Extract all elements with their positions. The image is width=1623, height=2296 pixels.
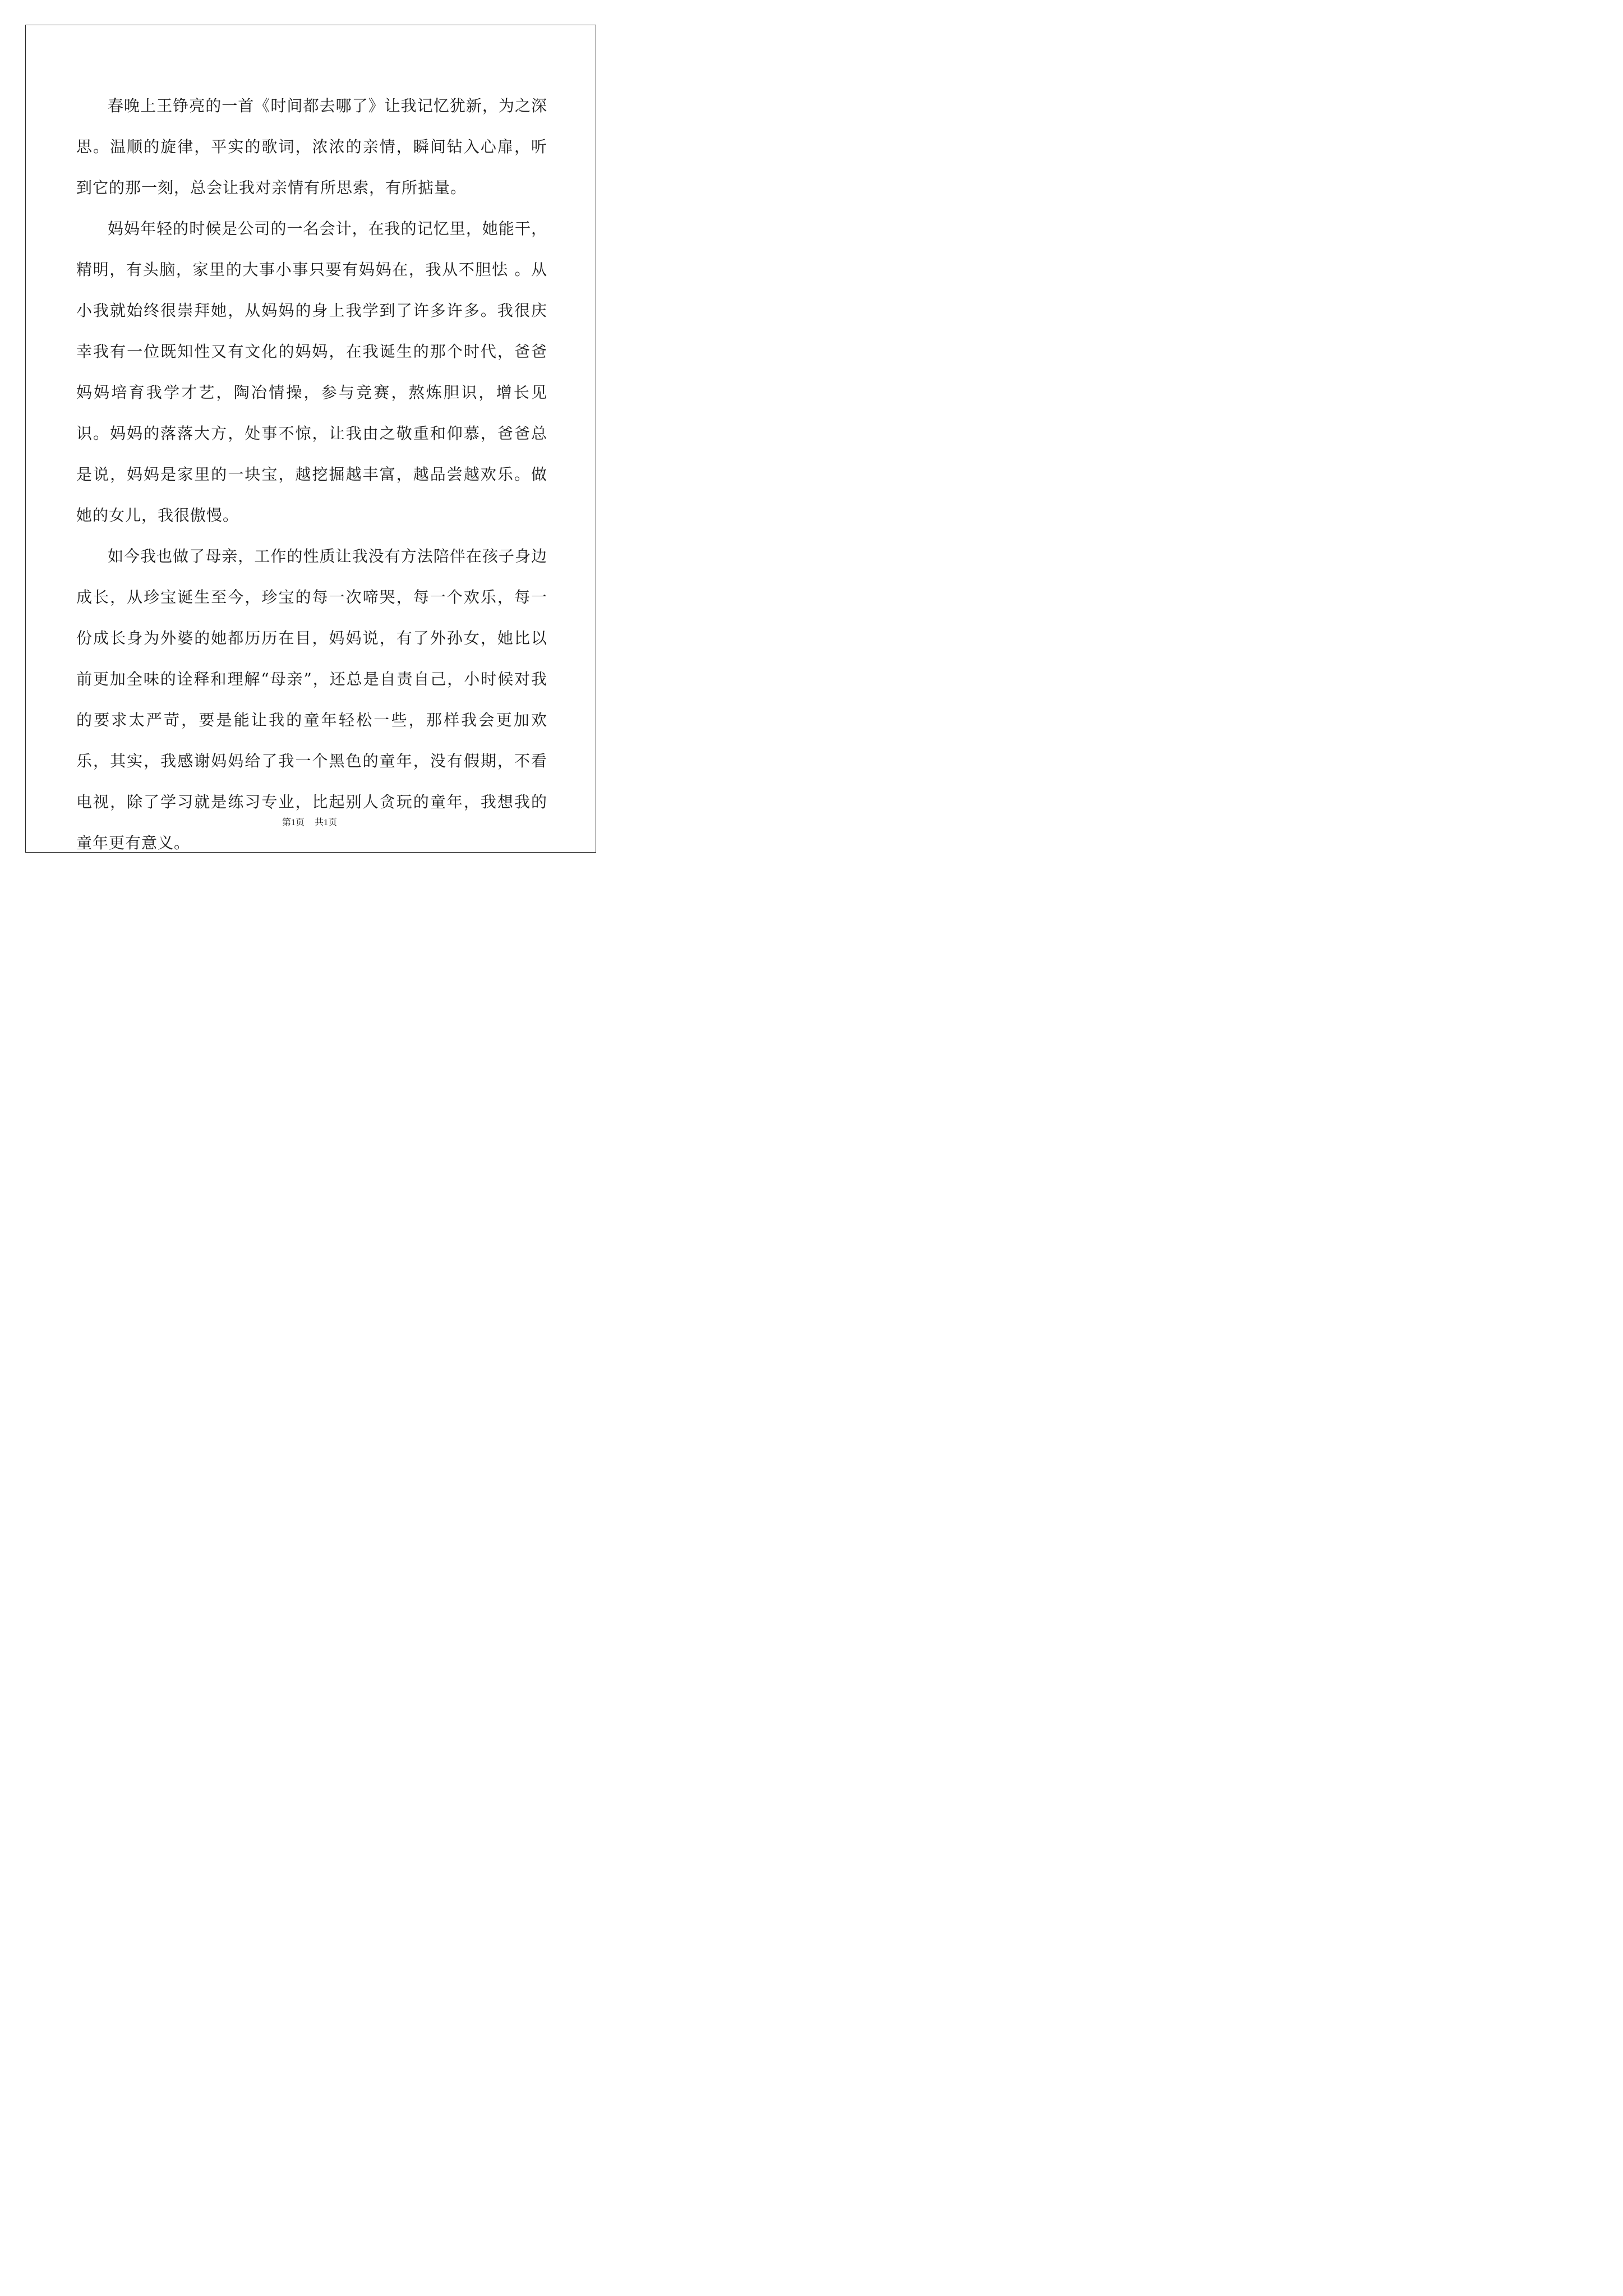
paragraph-2: 妈妈年轻的时候是公司的一名会计，在我的记忆里，她能干，精明，有头脑，家里的大事小事只要有妈妈在，我从不胆怯 。从小我就始终很崇拜她，从妈妈的身上我学到了许多许多。我很庆幸我有一位既知性又有文化的妈妈，在我诞生的那个时代，爸爸妈妈培育我学才艺，陶冶情操，参与竞赛，熬炼胆识，增长见识。妈妈的落落大方，处事不惊，让我由之敬重和仰慕，爸爸总是说，妈妈是家里的一块宝，越挖掘越丰富，越品尝越欢乐。做她的女儿，我很傲慢。 [76,219,547,524]
page-footer [0,815,619,828]
paragraph-1: 春晚上王铮亮的一首《时间都去哪了》让我记忆犹新，为之深思。温顺的旋律，平实的歌词，浓浓的亲情，瞬间钻入心扉，听到它的那一刻，总会让我对亲情有所思索，有所掂量。 [76,96,547,197]
page-number: 第1页 [282,818,305,827]
document-body [76,85,547,863]
page-total: 共1页 [315,818,338,827]
paragraph-3: 如今我也做了母亲，工作的性质让我没有方法陪伴在孩子身边成长，从珍宝诞生至今，珍宝的每一次啼哭，每一个欢乐，每一份成长身为外婆的她都历历在目，妈妈说，有了外孙女，她比以前更加全味的诠释和理解“母亲”，还总是自责自己，小时候对我的要求太严苛，要是能让我的童年轻松一些，那样我会更加欢乐，其实，我感谢妈妈给了我一个黑色的童年，没有假期，不看电视，除了学习就是练习专业，比起别人贪玩的童年，我想我的童年更有意义。 [76,547,547,852]
